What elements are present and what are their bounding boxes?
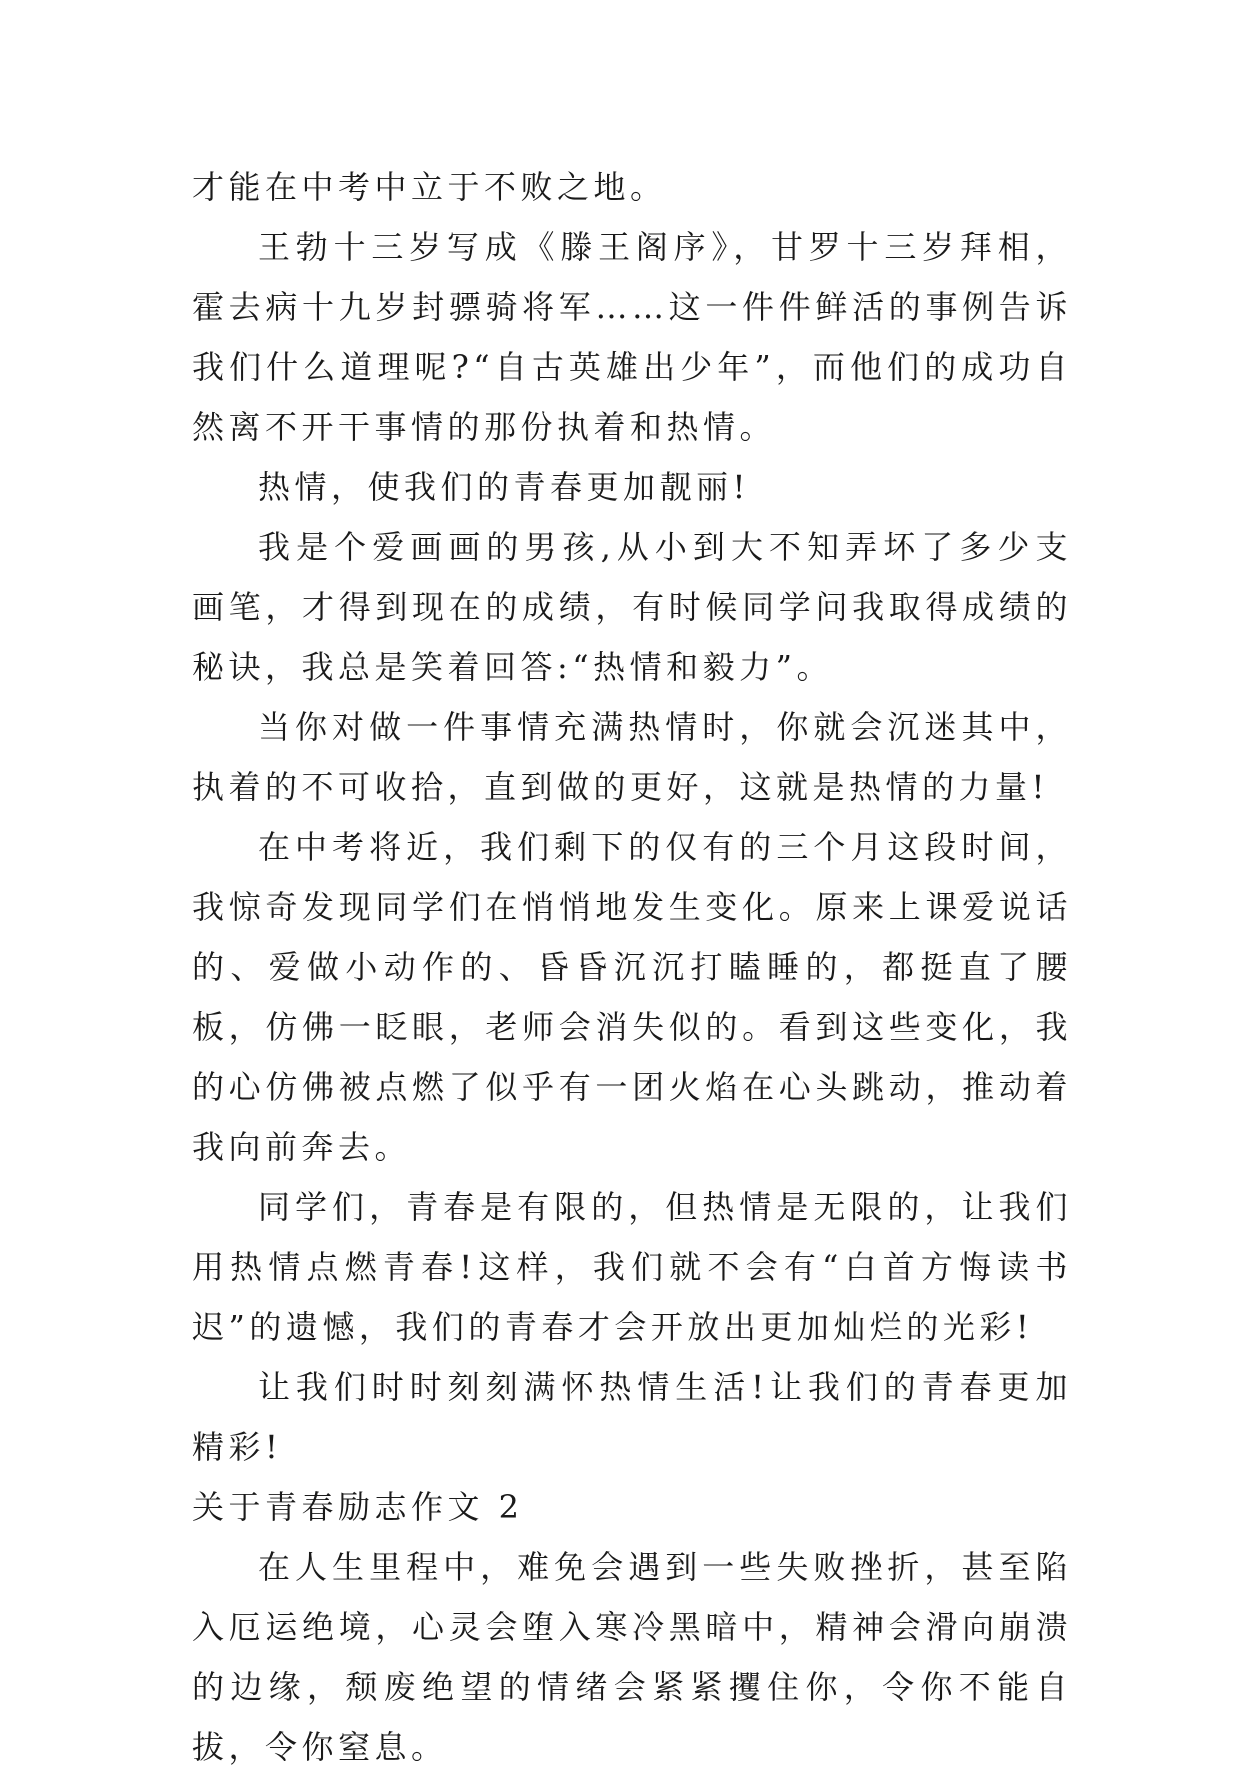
paragraph: 热情，使我们的青春更加靓丽! — [258, 468, 750, 506]
paragraph: 同学们，青春是有限的，但热情是无限的，让我们用热情点燃青春!这样，我们就不会有“白首方悔读书迟”的遗憾，我们的青春才会开放出更加灿烂的光彩! — [192, 1188, 1072, 1346]
document-body — [192, 157, 1072, 1777]
paragraph: 才能在中考中立于不败之地。 — [192, 168, 667, 206]
paragraph: 当你对做一件事情充满热情时，你就会沉迷其中，执着的不可收拾，直到做的更好，这就是热情的力量! — [192, 708, 1072, 806]
paragraph: 让我们时时刻刻满怀热情生活!让我们的青春更加精彩! — [192, 1368, 1072, 1466]
section-heading: 关于青春励志作文 2 — [192, 1488, 524, 1526]
paragraph: 在人生里程中，难免会遇到一些失败挫折，甚至陷入厄运绝境，心灵会堕入寒冷黑暗中，精神会滑向崩溃的边缘，颓废绝望的情绪会紧紧攫住你，令你不能自拔，令你窒息。 — [192, 1548, 1072, 1766]
paragraph: 在中考将近，我们剩下的仅有的三个月这段时间，我惊奇发现同学们在悄悄地发生变化。原来上课爱说话的、爱做小动作的、昏昏沉沉打瞌睡的，都挺直了腰板，仿佛一眨眼，老师会消失似的。看到这些变化，我的心仿佛被点燃了似乎有一团火焰在心头跳动，推动着我向前奔去。 — [192, 828, 1072, 1166]
paragraph: 我是个爱画画的男孩,从小到大不知弄坏了多少支画笔，才得到现在的成绩，有时候同学问我取得成绩的秘诀，我总是笑着回答:“热情和毅力”。 — [192, 528, 1072, 686]
paragraph: 王勃十三岁写成《滕王阁序》，甘罗十三岁拜相，霍去病十九岁封骠骑将军……这一件件鲜活的事例告诉我们什么道理呢?“自古英雄出少年”，而他们的成功自然离不开干事情的那份执着和热情。 — [192, 228, 1072, 446]
